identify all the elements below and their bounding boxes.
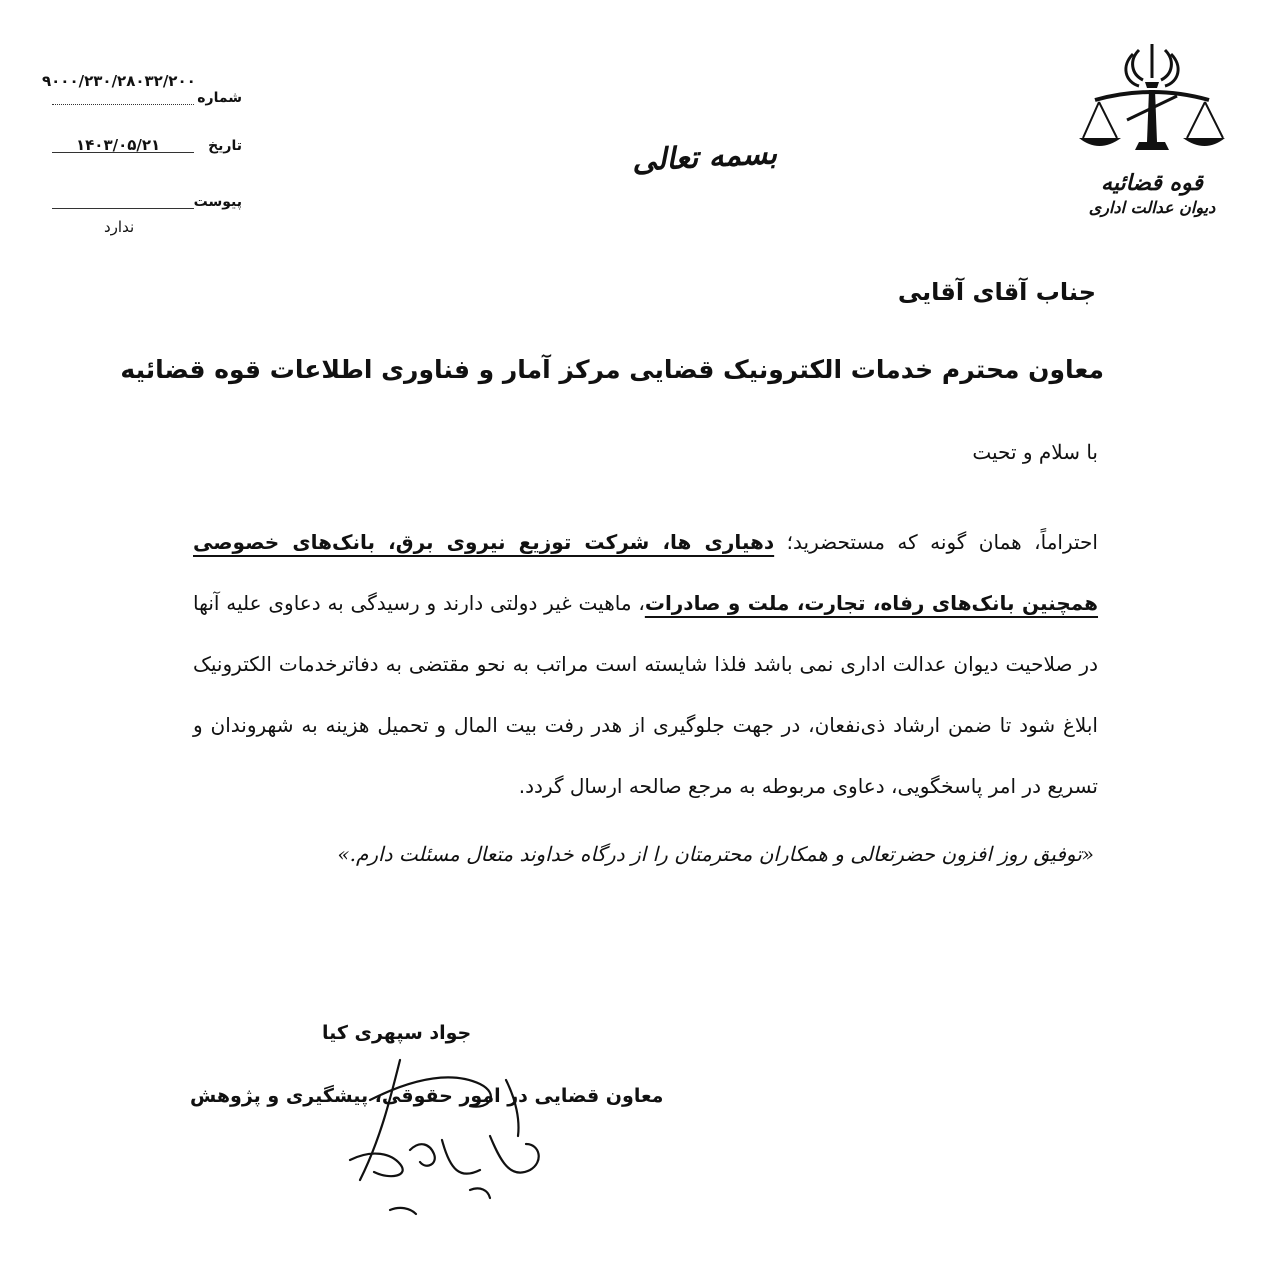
number-value: ۹۰۰۰/۲۳۰/۲۸۰۳۲/۲۰۰ bbox=[42, 72, 196, 90]
attachment-row bbox=[32, 162, 242, 236]
org-name: قوه قضائیه bbox=[1101, 170, 1203, 196]
sub-org-name: دیوان عدالت اداری bbox=[1088, 198, 1216, 217]
signer-name: جواد سپهری کیا bbox=[322, 1022, 472, 1044]
number-label-row bbox=[32, 90, 242, 110]
subject-line: معاون محترم خدمات الکترونیک قضایی مرکز آمار و فناوری اطلاعات قوه قضائیه bbox=[120, 355, 1104, 384]
addressee: جناب آقای آقایی bbox=[897, 278, 1096, 306]
letter-body bbox=[193, 512, 1098, 817]
greeting: با سلام و تحیت bbox=[972, 440, 1098, 464]
closing-line: «توفیق روز افزون حضرتعالی و همکاران محترمتان را از درگاه خداوند متعال مسئلت دارم.» bbox=[337, 842, 1094, 866]
date-label: تاریخ bbox=[208, 138, 242, 154]
handwritten-signature-icon bbox=[330, 1040, 590, 1230]
attachment-rule bbox=[52, 208, 194, 209]
number-row bbox=[32, 70, 242, 90]
judiciary-scales-icon bbox=[1077, 38, 1227, 168]
date-rule bbox=[52, 152, 194, 153]
body-highlight: دهیاری ها، شرکت توزیع نیروی برق، بانک‌های خصوصی همچنین بانک‌های رفاه، تجارت، ملت و صادرات bbox=[193, 530, 1099, 615]
date-row bbox=[32, 110, 242, 162]
date-value: ۱۴۰۳/۰۵/۲۱ bbox=[76, 136, 161, 154]
judiciary-emblem bbox=[1072, 38, 1232, 248]
body-rest: ، ماهیت غیر دولتی دارند و رسیدگی به دعاوی علیه آنها در صلاحیت دیوان عدالت اداری نمی باشد فلذا شایسته است مراتب به نحو مقتضی به دفاترخدمات الکترونیک ابلاغ شود تا ضمن ارشاد ذی‌نفعان، در جهت جلوگیری از هدر رفت بیت المال و تحمیل هزینه به شهروندان و تسریع در امر پاسخگویی، دعاوی مربوطه به مرجع صالحه ارسال گردد. bbox=[193, 591, 1098, 798]
letter-meta bbox=[32, 70, 242, 236]
attachment-value: ندارد bbox=[104, 218, 135, 236]
basmala: بسمه تعالی bbox=[631, 136, 778, 179]
number-label: شماره bbox=[197, 90, 242, 106]
signer-title: معاون قضایی در امور حقوقی، پیشگیری و پژوهش bbox=[190, 1085, 664, 1107]
attachment-label: پیوست bbox=[193, 194, 242, 210]
number-rule bbox=[52, 104, 194, 105]
body-intro: احتراماً، همان گونه که مستحضرید؛ bbox=[774, 530, 1098, 554]
